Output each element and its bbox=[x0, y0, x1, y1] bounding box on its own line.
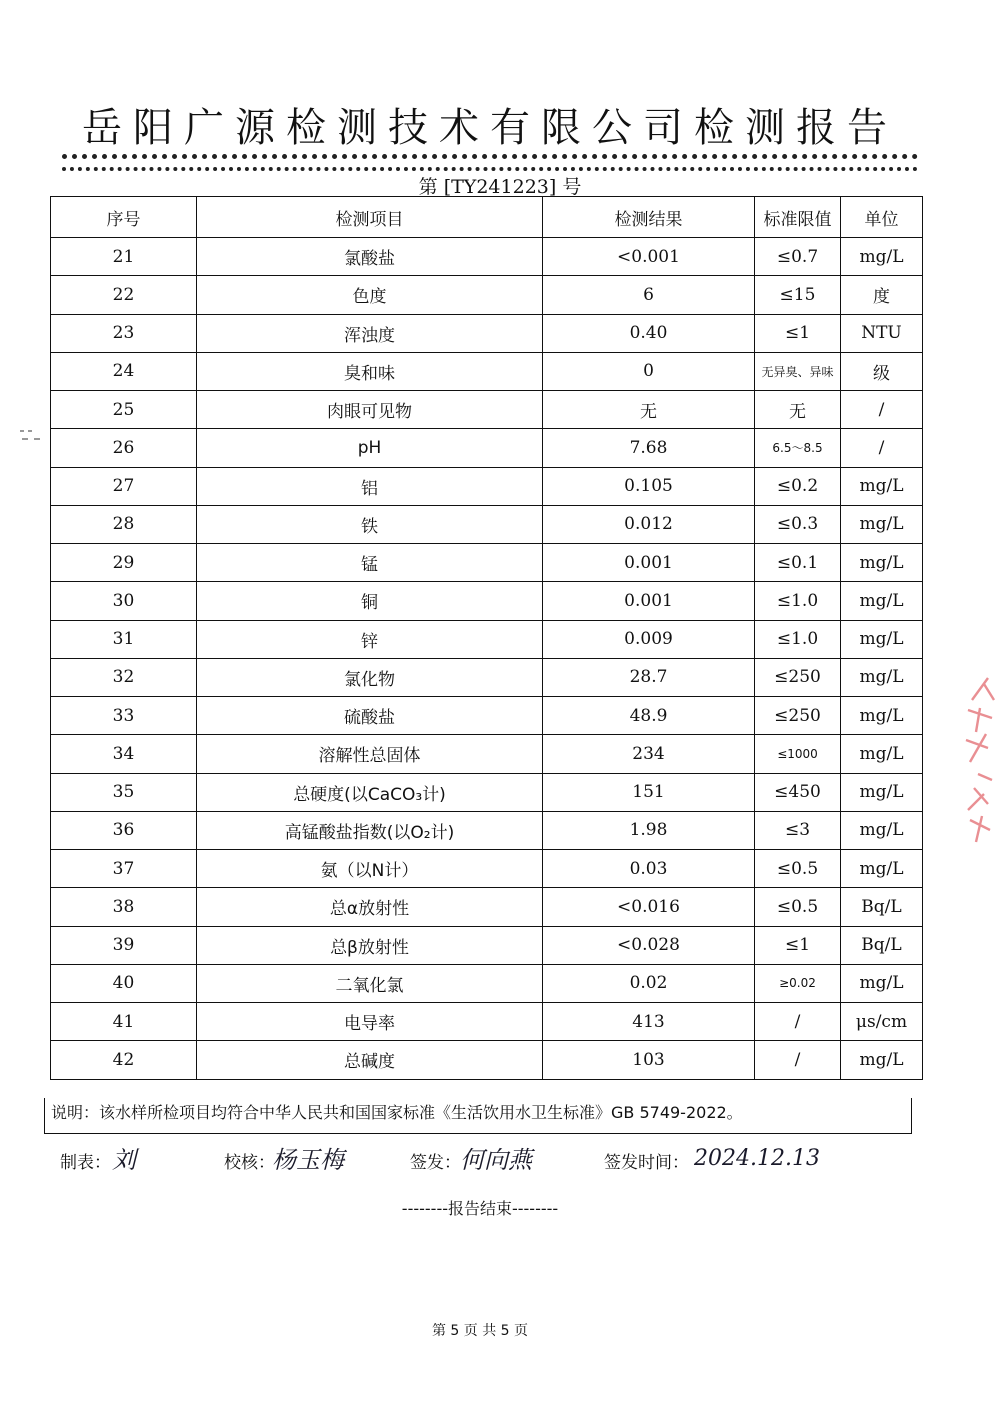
row-number-cell: 29 bbox=[51, 544, 197, 582]
result-cell: 151 bbox=[543, 773, 755, 811]
unit-cell: 度 bbox=[841, 276, 923, 314]
result-cell: 0.03 bbox=[543, 850, 755, 888]
unit-cell: mg/L bbox=[841, 544, 923, 582]
column-header: 单位 bbox=[841, 197, 923, 238]
row-number-cell: 22 bbox=[51, 276, 197, 314]
unit-cell: 级 bbox=[841, 352, 923, 390]
test-item-cell: 氯酸盐 bbox=[197, 238, 543, 276]
test-item-cell: 臭和味 bbox=[197, 352, 543, 390]
test-item-cell: 氯化物 bbox=[197, 658, 543, 696]
limit-cell: ≤250 bbox=[755, 697, 841, 735]
test-item-cell: 溶解性总固体 bbox=[197, 735, 543, 773]
table-row bbox=[51, 467, 923, 505]
limit-cell: ≤450 bbox=[755, 773, 841, 811]
table-row bbox=[51, 1003, 923, 1041]
limit-cell: 6.5～8.5 bbox=[755, 429, 841, 467]
test-item-cell: 总β放射性 bbox=[197, 926, 543, 964]
limit-cell: ≤1.0 bbox=[755, 620, 841, 658]
unit-cell: mg/L bbox=[841, 238, 923, 276]
unit-cell: mg/L bbox=[841, 811, 923, 849]
row-number-cell: 28 bbox=[51, 505, 197, 543]
table-row bbox=[51, 620, 923, 658]
table-row bbox=[51, 314, 923, 352]
test-item-cell: 锰 bbox=[197, 544, 543, 582]
reviewed-by-label: 校核： bbox=[224, 1153, 275, 1173]
result-cell: 103 bbox=[543, 1041, 755, 1079]
result-cell: 48.9 bbox=[543, 697, 755, 735]
table-row bbox=[51, 505, 923, 543]
limit-cell: ≤0.5 bbox=[755, 850, 841, 888]
unit-cell: mg/L bbox=[841, 582, 923, 620]
row-number-cell: 31 bbox=[51, 620, 197, 658]
table-row bbox=[51, 544, 923, 582]
unit-cell: mg/L bbox=[841, 850, 923, 888]
table-row bbox=[51, 964, 923, 1002]
row-number-cell: 42 bbox=[51, 1041, 197, 1079]
unit-cell: mg/L bbox=[841, 735, 923, 773]
unit-cell: Bq/L bbox=[841, 926, 923, 964]
table-row bbox=[51, 1041, 923, 1079]
column-header: 序号 bbox=[51, 197, 197, 238]
limit-cell: ≤1000 bbox=[755, 735, 841, 773]
table-row bbox=[51, 429, 923, 467]
row-number-cell: 23 bbox=[51, 314, 197, 352]
result-cell: 234 bbox=[543, 735, 755, 773]
row-number-cell: 36 bbox=[51, 811, 197, 849]
report-number: 第 [TY241223] 号 bbox=[418, 176, 582, 198]
reviewed-by-signature: 杨玉梅 bbox=[272, 1146, 344, 1174]
table-row bbox=[51, 238, 923, 276]
row-number-cell: 33 bbox=[51, 697, 197, 735]
test-item-cell: 电导率 bbox=[197, 1003, 543, 1041]
table-row bbox=[51, 773, 923, 811]
result-cell: <0.028 bbox=[543, 926, 755, 964]
test-item-cell: 铁 bbox=[197, 505, 543, 543]
report-end-marker: --------报告结束-------- bbox=[401, 1199, 559, 1218]
table-header-row bbox=[51, 197, 923, 238]
issue-time-label: 签发时间： bbox=[604, 1153, 689, 1173]
column-header: 检测结果 bbox=[543, 197, 755, 238]
limit-cell: / bbox=[755, 1003, 841, 1041]
result-cell: 7.68 bbox=[543, 429, 755, 467]
limit-cell: ≤0.3 bbox=[755, 505, 841, 543]
prepared-by-label: 制表： bbox=[60, 1153, 111, 1173]
row-number-cell: 25 bbox=[51, 391, 197, 429]
row-number-cell: 27 bbox=[51, 467, 197, 505]
limit-cell: ≤0.2 bbox=[755, 467, 841, 505]
unit-cell: mg/L bbox=[841, 773, 923, 811]
row-number-cell: 30 bbox=[51, 582, 197, 620]
red-seal-fragment bbox=[958, 670, 998, 850]
row-number-cell: 41 bbox=[51, 1003, 197, 1041]
table-row bbox=[51, 658, 923, 696]
unit-cell: mg/L bbox=[841, 620, 923, 658]
unit-cell: μs/cm bbox=[841, 1003, 923, 1041]
test-item-cell: 铜 bbox=[197, 582, 543, 620]
test-item-cell: 总硬度(以CaCO₃计) bbox=[197, 773, 543, 811]
row-number-cell: 26 bbox=[51, 429, 197, 467]
column-header: 标准限值 bbox=[755, 197, 841, 238]
result-cell: 6 bbox=[543, 276, 755, 314]
limit-cell: ≤1 bbox=[755, 314, 841, 352]
test-item-cell: 高锰酸盐指数(以O₂计) bbox=[197, 811, 543, 849]
limit-cell: ≤3 bbox=[755, 811, 841, 849]
test-item-cell: 铝 bbox=[197, 467, 543, 505]
table-row bbox=[51, 391, 923, 429]
unit-cell: / bbox=[841, 391, 923, 429]
column-header: 检测项目 bbox=[197, 197, 543, 238]
table-row bbox=[51, 735, 923, 773]
unit-cell: Bq/L bbox=[841, 888, 923, 926]
table-row bbox=[51, 582, 923, 620]
test-item-cell: 色度 bbox=[197, 276, 543, 314]
test-item-cell: 总α放射性 bbox=[197, 888, 543, 926]
limit-cell: 无 bbox=[755, 391, 841, 429]
table-row bbox=[51, 276, 923, 314]
limit-cell: ≤15 bbox=[755, 276, 841, 314]
unit-cell: mg/L bbox=[841, 467, 923, 505]
row-number-cell: 24 bbox=[51, 352, 197, 390]
unit-cell: mg/L bbox=[841, 658, 923, 696]
row-number-cell: 39 bbox=[51, 926, 197, 964]
result-cell: 0.009 bbox=[543, 620, 755, 658]
result-cell: 28.7 bbox=[543, 658, 755, 696]
row-number-cell: 32 bbox=[51, 658, 197, 696]
result-cell: 1.98 bbox=[543, 811, 755, 849]
signature-row bbox=[0, 1142, 1000, 1192]
limit-cell: ≤1 bbox=[755, 926, 841, 964]
row-number-cell: 34 bbox=[51, 735, 197, 773]
result-cell: <0.016 bbox=[543, 888, 755, 926]
title-divider bbox=[62, 154, 918, 159]
limit-cell: 无异臭、异味 bbox=[755, 352, 841, 390]
limit-cell: ≤0.1 bbox=[755, 544, 841, 582]
unit-cell: mg/L bbox=[841, 505, 923, 543]
table-row bbox=[51, 926, 923, 964]
unit-cell: mg/L bbox=[841, 697, 923, 735]
limit-cell: ≤0.7 bbox=[755, 238, 841, 276]
results-table bbox=[50, 196, 923, 1080]
conclusion-note: 说明：该水样所检项目均符合中华人民共和国国家标准《生活饮用水卫生标准》GB 5749-2022。 bbox=[44, 1098, 912, 1134]
report-title: 岳阳广源检测技术有限公司检测报告 bbox=[82, 105, 898, 151]
result-cell: 0 bbox=[543, 352, 755, 390]
prepared-by-signature: 刘 bbox=[112, 1146, 136, 1174]
result-cell: 0.40 bbox=[543, 314, 755, 352]
table-row bbox=[51, 352, 923, 390]
margin-marks bbox=[18, 428, 42, 442]
limit-cell: / bbox=[755, 1041, 841, 1079]
result-cell: 413 bbox=[543, 1003, 755, 1041]
test-item-cell: pH bbox=[197, 429, 543, 467]
result-cell: 无 bbox=[543, 391, 755, 429]
result-cell: <0.001 bbox=[543, 238, 755, 276]
table-row bbox=[51, 850, 923, 888]
unit-cell: NTU bbox=[841, 314, 923, 352]
row-number-cell: 37 bbox=[51, 850, 197, 888]
title-divider-lower bbox=[62, 167, 918, 171]
table-row bbox=[51, 811, 923, 849]
limit-cell: ≤0.5 bbox=[755, 888, 841, 926]
test-item-cell: 锌 bbox=[197, 620, 543, 658]
test-item-cell: 浑浊度 bbox=[197, 314, 543, 352]
issued-by-label: 签发： bbox=[410, 1153, 461, 1173]
test-item-cell: 二氧化氯 bbox=[197, 964, 543, 1002]
test-item-cell: 肉眼可见物 bbox=[197, 391, 543, 429]
table-row bbox=[51, 697, 923, 735]
row-number-cell: 21 bbox=[51, 238, 197, 276]
page-footer: 第 5 页 共 5 页 bbox=[431, 1323, 529, 1339]
unit-cell: mg/L bbox=[841, 1041, 923, 1079]
row-number-cell: 35 bbox=[51, 773, 197, 811]
unit-cell: / bbox=[841, 429, 923, 467]
test-item-cell: 硫酸盐 bbox=[197, 697, 543, 735]
table-body bbox=[51, 238, 923, 1080]
limit-cell: ≤250 bbox=[755, 658, 841, 696]
issue-time-value: 2024.12.13 bbox=[694, 1146, 820, 1171]
test-item-cell: 总碱度 bbox=[197, 1041, 543, 1079]
result-cell: 0.105 bbox=[543, 467, 755, 505]
limit-cell: ≥0.02 bbox=[755, 964, 841, 1002]
test-item-cell: 氨（以N计） bbox=[197, 850, 543, 888]
table-row bbox=[51, 888, 923, 926]
result-cell: 0.001 bbox=[543, 582, 755, 620]
result-cell: 0.012 bbox=[543, 505, 755, 543]
limit-cell: ≤1.0 bbox=[755, 582, 841, 620]
issued-by-signature: 何向燕 bbox=[460, 1146, 532, 1174]
unit-cell: mg/L bbox=[841, 964, 923, 1002]
row-number-cell: 38 bbox=[51, 888, 197, 926]
result-cell: 0.02 bbox=[543, 964, 755, 1002]
result-cell: 0.001 bbox=[543, 544, 755, 582]
row-number-cell: 40 bbox=[51, 964, 197, 1002]
